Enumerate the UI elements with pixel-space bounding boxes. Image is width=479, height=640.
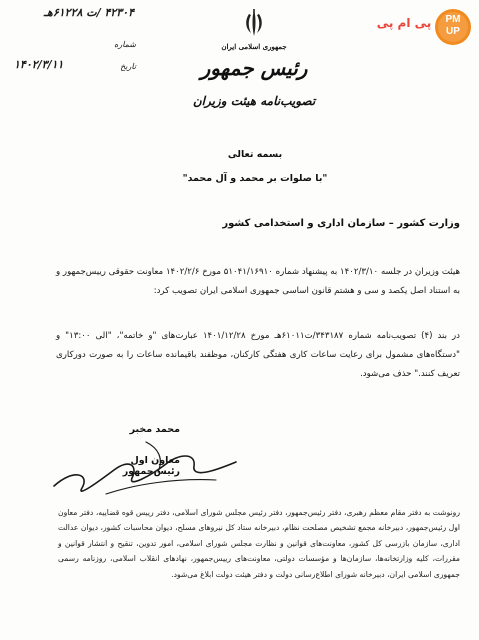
watermark-badge-text: PM UP: [445, 14, 461, 37]
signatory-name: محمد مخبر: [129, 424, 180, 435]
watermark-brand-text: پی ام پی: [376, 16, 432, 30]
signatory-title: معاون اول رئیس‌جمهور: [122, 455, 180, 477]
emblem-caption: جمهوری اسلامی ایران: [221, 42, 287, 51]
body-paragraph-1: هیئت وزیران در جلسه ۱۴۰۲/۳/۱۰ به پیشنهاد شماره ۵۱۰۴۱/۱۶۹۱۰ مورخ ۱۴۰۲/۲/۶ معاونت حقوقی رییس‌جمهور و به استناد اصل یکصد و سی و هشتم قانون اساسی جمهوری اسلامی ایران تصویب کرد:: [56, 267, 460, 296]
salutation-blessing: "با صلوات بر محمد و آل محمد": [182, 173, 328, 184]
watermark-logo: [372, 6, 472, 48]
iran-emblem-icon: [243, 8, 265, 38]
salutation-basmala: بسمه تعالی: [227, 149, 283, 160]
letter-date: ۱۴۰۲/۳/۱۱: [14, 58, 64, 71]
letter-number: ۴۲۳۰۴ /ت ۶۱۲۲۸هـ: [43, 6, 134, 19]
letterhead-subtitle: تصویب‌نامه هیئت وزیران: [192, 94, 316, 108]
carbon-copy-list: رونوشت به دفتر مقام معظم رهبری، دفتر رئیس‌جمهور، دفتر رئیس مجلس شورای اسلامی، دفتر رییس قوه قضاییه، دفتر معاون اول رئیس‌جمهور، دبیرخانه مجمع تشخیص مصلحت نظام، دبیرخانه ستاد کل نیروهای مسلح، دیوان محاسبات کشور، دیوان عدالت اداری، سازمان بازرسی کل کشور، معاونت‌های قوانین و نظارت مجلس شورای اسلامی، امور تدوین، تنقیح و انتشار قوانین و مقررات، کلیه وزارتخانه‌ها، سازمان‌ها و مؤسسات دولتی، معاونت‌های رییس‌جمهور، نهادهای انقلاب اسلامی، روزنامه رسمی جمهوری اسلامی ایران، دبیرخانه شورای اطلاع‌رسانی دولت و دفتر هیئت دولت ابلاغ می‌شود.: [58, 508, 460, 579]
date-label: تاریخ: [120, 62, 136, 71]
letterhead-title: رئیس جمهور: [200, 56, 308, 80]
recipient-line: وزارت کشور – سازمان اداری و استخدامی کشور: [222, 218, 460, 229]
body-paragraph-2: در بند (۴) تصویب‌نامه شماره ۳۴۳۱۸۷/ت۶۱۰۱۱هـ مورخ ۱۴۰۱/۱۲/۲۸ عبارت‌های "و خاتمه"، "الی ۱۳:۰۰" و "دستگاه‌های مشمول برای رعایت ساعات کاری هفتگی کارکنان، موظفند باقیمانده ساعات را به صورت دورکاری تعریف کنند." حذف می‌شود.: [56, 331, 460, 379]
number-label: شماره: [114, 40, 136, 49]
